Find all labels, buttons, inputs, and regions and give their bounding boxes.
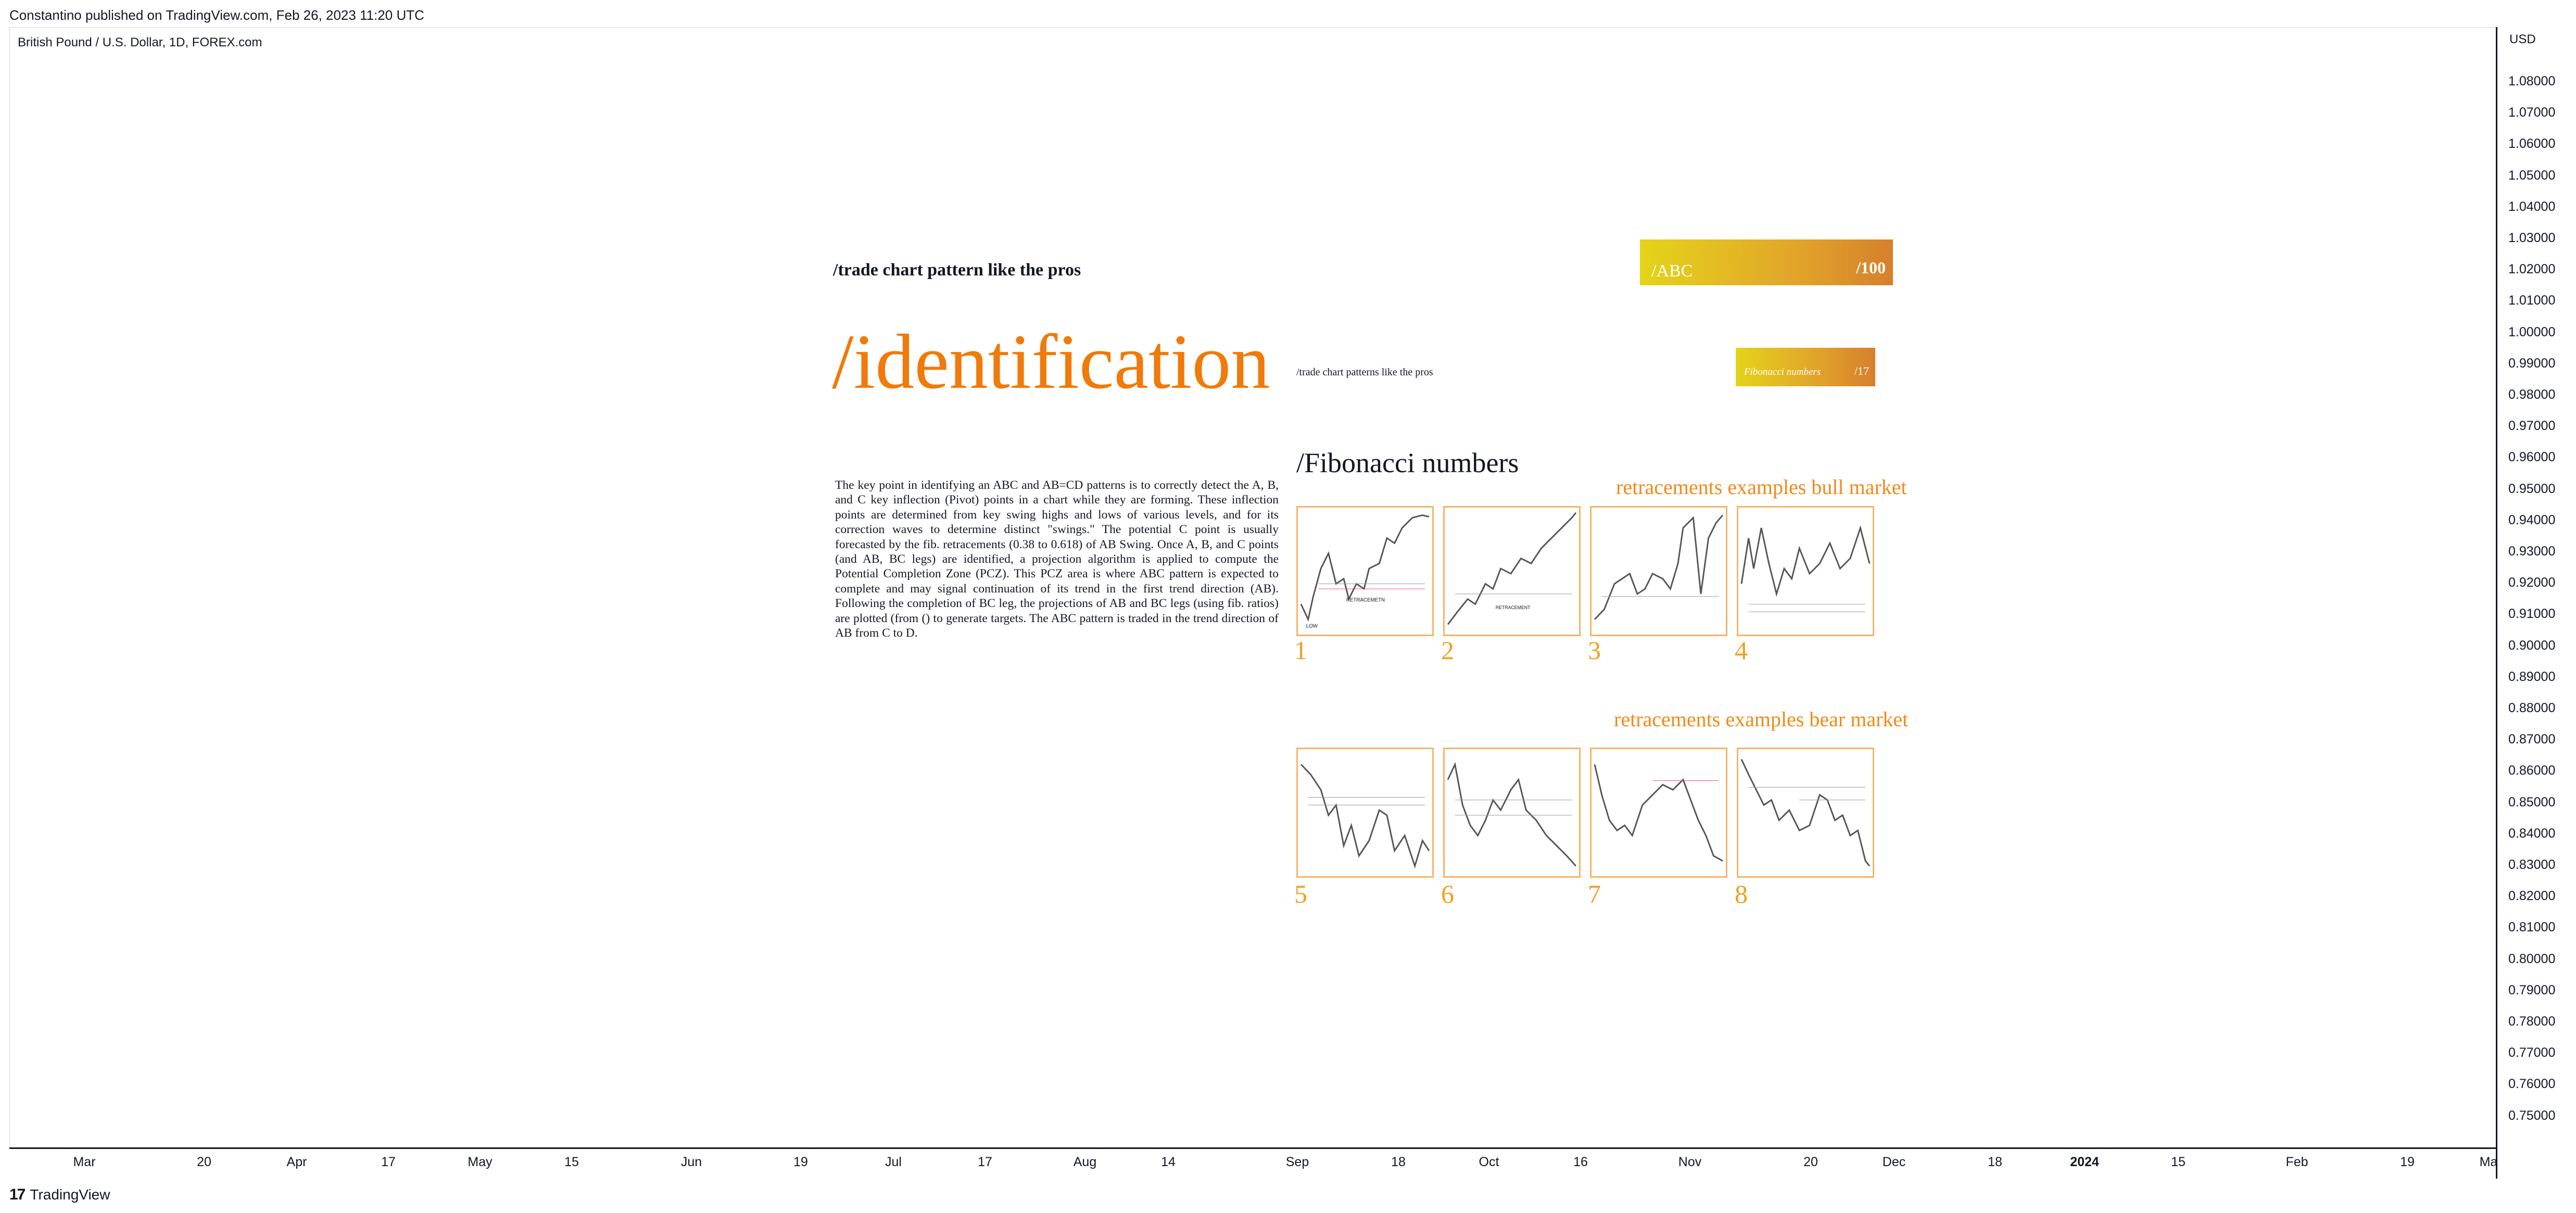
- price-tick-label: 0.84000: [2508, 826, 2556, 841]
- bear-market-heading: retracements examples bear market: [1614, 707, 1909, 731]
- tradingview-logo-icon: 17: [9, 1186, 25, 1203]
- time-tick-label: 17: [381, 1155, 396, 1169]
- price-tick-label: 1.08000: [2508, 74, 2556, 89]
- currency-label[interactable]: USD: [2509, 32, 2536, 46]
- slogan-small: /trade chart patterns like the pros: [1296, 367, 1433, 378]
- example-5-chart: [1298, 749, 1432, 876]
- price-axis-line: [2496, 27, 2497, 1179]
- example-1-chart: [1298, 508, 1432, 635]
- price-tick-label: 0.97000: [2508, 419, 2556, 434]
- example-thumbnail-5: [1296, 748, 1434, 878]
- example-thumbnail-1: [1296, 506, 1434, 636]
- price-tick-label: 1.02000: [2508, 262, 2556, 277]
- example-2-retracement-label: RETRACEMENT: [1495, 605, 1531, 611]
- price-tick-label: 0.96000: [2508, 450, 2556, 465]
- example-thumbnail-6: [1443, 748, 1581, 878]
- time-tick-label: 18: [1391, 1155, 1406, 1169]
- price-tick-label: 0.92000: [2508, 575, 2556, 590]
- time-tick-label: 18: [1988, 1155, 2002, 1169]
- example-number-4: 4: [1735, 636, 1748, 665]
- price-tick-label: 0.76000: [2508, 1077, 2556, 1092]
- abc-banner: [1640, 239, 1893, 285]
- price-tick-label: 0.81000: [2508, 920, 2556, 935]
- time-tick-label: 19: [2400, 1155, 2415, 1169]
- price-tick-label: 0.80000: [2508, 951, 2556, 966]
- time-tick-label: 19: [793, 1155, 808, 1169]
- price-tick-label: 1.04000: [2508, 199, 2556, 214]
- time-tick-label: Feb: [2285, 1155, 2308, 1169]
- price-tick-label: 0.90000: [2508, 638, 2556, 653]
- identification-heading: /identification: [832, 319, 1270, 405]
- example-2-chart: [1445, 508, 1579, 635]
- example-3-chart: [1592, 508, 1726, 635]
- time-tick-label: Sep: [1285, 1155, 1309, 1169]
- time-tick-label: Aug: [1073, 1155, 1097, 1169]
- price-tick-label: 0.89000: [2508, 669, 2556, 684]
- price-tick-label: 1.01000: [2508, 293, 2556, 308]
- example-8-chart: [1738, 749, 1873, 876]
- price-tick-label: 0.99000: [2508, 356, 2556, 371]
- price-tick-label: 0.83000: [2508, 857, 2556, 872]
- time-tick-label: Apr: [286, 1155, 307, 1169]
- price-tick-label: 0.79000: [2508, 982, 2556, 997]
- price-tick-label: 0.87000: [2508, 732, 2556, 747]
- price-tick-label: 0.77000: [2508, 1045, 2556, 1060]
- example-6-chart: [1445, 749, 1579, 876]
- example-number-5: 5: [1294, 879, 1307, 908]
- example-thumbnail-8: [1737, 748, 1874, 878]
- fibonacci-heading: /Fibonacci numbers: [1296, 447, 1519, 478]
- example-thumbnail-7: [1590, 748, 1727, 878]
- identification-body-text: The key point in identifying an ABC and AB=CD patterns is to correctly detect the A, B, and C key inflection (Pivot) points in a chart while they are forming. These inflection points are determined from key swing highs and lows of various levels, and for its correction waves to determine distinct "swings." The potential C point is usually forecasted by the fib. retracements (0.38 to 0.618) of AB Swing. Once A, B, and C points (and AB, BC legs) are identified, a projection algorithm is applied to compute the Potential Completion Zone (PCZ). This PCZ area is where ABC pattern is expected to complete and may signal continuation of its trend in the first trend direction (AB). Following the completion of BC leg, the projections of AB and BC legs (using fib. ratios) are plotted (from () to generate targets. The ABC pattern is traded in the trend direction of AB from C to D.: [835, 478, 1279, 640]
- tradingview-logo[interactable]: [9, 1186, 110, 1204]
- time-tick-label: Jul: [885, 1155, 902, 1169]
- price-tick-label: 0.94000: [2508, 512, 2556, 527]
- bull-market-heading: retracements examples bull market: [1616, 475, 1907, 499]
- example-number-2: 2: [1441, 636, 1454, 665]
- price-tick-label: 1.00000: [2508, 324, 2556, 339]
- time-tick-label: Dec: [1882, 1155, 1906, 1169]
- price-tick-label: 0.98000: [2508, 387, 2556, 402]
- abc-banner-left: /ABC: [1651, 261, 1693, 281]
- time-tick-label: 20: [197, 1155, 211, 1169]
- price-tick-label: 0.85000: [2508, 794, 2556, 810]
- example-4-chart: [1738, 508, 1873, 635]
- example-thumbnail-3: [1590, 506, 1727, 636]
- price-tick-label: 0.75000: [2508, 1108, 2556, 1123]
- time-tick-label: May: [468, 1155, 493, 1169]
- time-tick-label: Jun: [680, 1155, 702, 1169]
- time-tick-label: 2024: [2070, 1155, 2099, 1169]
- slogan-left: /trade chart pattern like the pros: [833, 260, 1081, 280]
- price-tick-label: 1.03000: [2508, 231, 2556, 245]
- price-tick-label: 0.91000: [2508, 606, 2556, 622]
- price-tick-label: 0.86000: [2508, 763, 2556, 778]
- time-tick-label: 20: [1803, 1155, 1818, 1169]
- price-tick-label: 0.78000: [2508, 1014, 2556, 1029]
- time-tick-label: Ma: [2479, 1155, 2498, 1169]
- abc-banner-right: /100: [1856, 258, 1886, 277]
- example-number-7: 7: [1588, 879, 1601, 908]
- time-axis-line: [9, 1147, 2497, 1149]
- time-tick-label: 16: [1573, 1155, 1588, 1169]
- price-tick-label: 1.06000: [2508, 136, 2556, 151]
- example-1-low-label: LOW: [1306, 623, 1318, 629]
- example-thumbnail-2: [1443, 506, 1581, 636]
- symbol-title[interactable]: British Pound / U.S. Dollar, 1D, FOREX.com: [18, 35, 262, 49]
- example-number-3: 3: [1588, 636, 1601, 665]
- example-thumbnail-4: [1737, 506, 1874, 636]
- price-tick-label: 1.07000: [2508, 105, 2556, 120]
- fibonacci-banner-left: Fibonacci numbers: [1744, 367, 1821, 377]
- example-number-6: 6: [1441, 879, 1454, 908]
- time-tick-label: 14: [1161, 1155, 1176, 1169]
- time-tick-label: Nov: [1678, 1155, 1702, 1169]
- time-tick-label: 17: [978, 1155, 992, 1169]
- price-tick-label: 0.95000: [2508, 481, 2556, 496]
- example-7-chart: [1592, 749, 1726, 876]
- price-tick-label: 1.05000: [2508, 168, 2556, 183]
- time-tick-label: 15: [2171, 1155, 2186, 1169]
- time-tick-label: Mar: [73, 1155, 96, 1169]
- price-tick-label: 0.82000: [2508, 889, 2556, 904]
- fibonacci-banner-right: /17: [1854, 364, 1869, 377]
- example-1-retracement-label: RETRACEMETN: [1346, 597, 1385, 603]
- time-tick-label: 15: [564, 1155, 579, 1169]
- tradingview-logo-text: TradingView: [30, 1186, 110, 1203]
- price-tick-label: 0.88000: [2508, 701, 2556, 715]
- example-number-8: 8: [1735, 879, 1748, 908]
- example-number-1: 1: [1294, 636, 1307, 665]
- fibonacci-banner: [1736, 348, 1875, 386]
- price-tick-label: 0.93000: [2508, 544, 2556, 559]
- time-tick-label: Oct: [1479, 1155, 1499, 1169]
- publish-line: Constantino published on TradingView.com, Feb 26, 2023 11:20 UTC: [9, 7, 424, 23]
